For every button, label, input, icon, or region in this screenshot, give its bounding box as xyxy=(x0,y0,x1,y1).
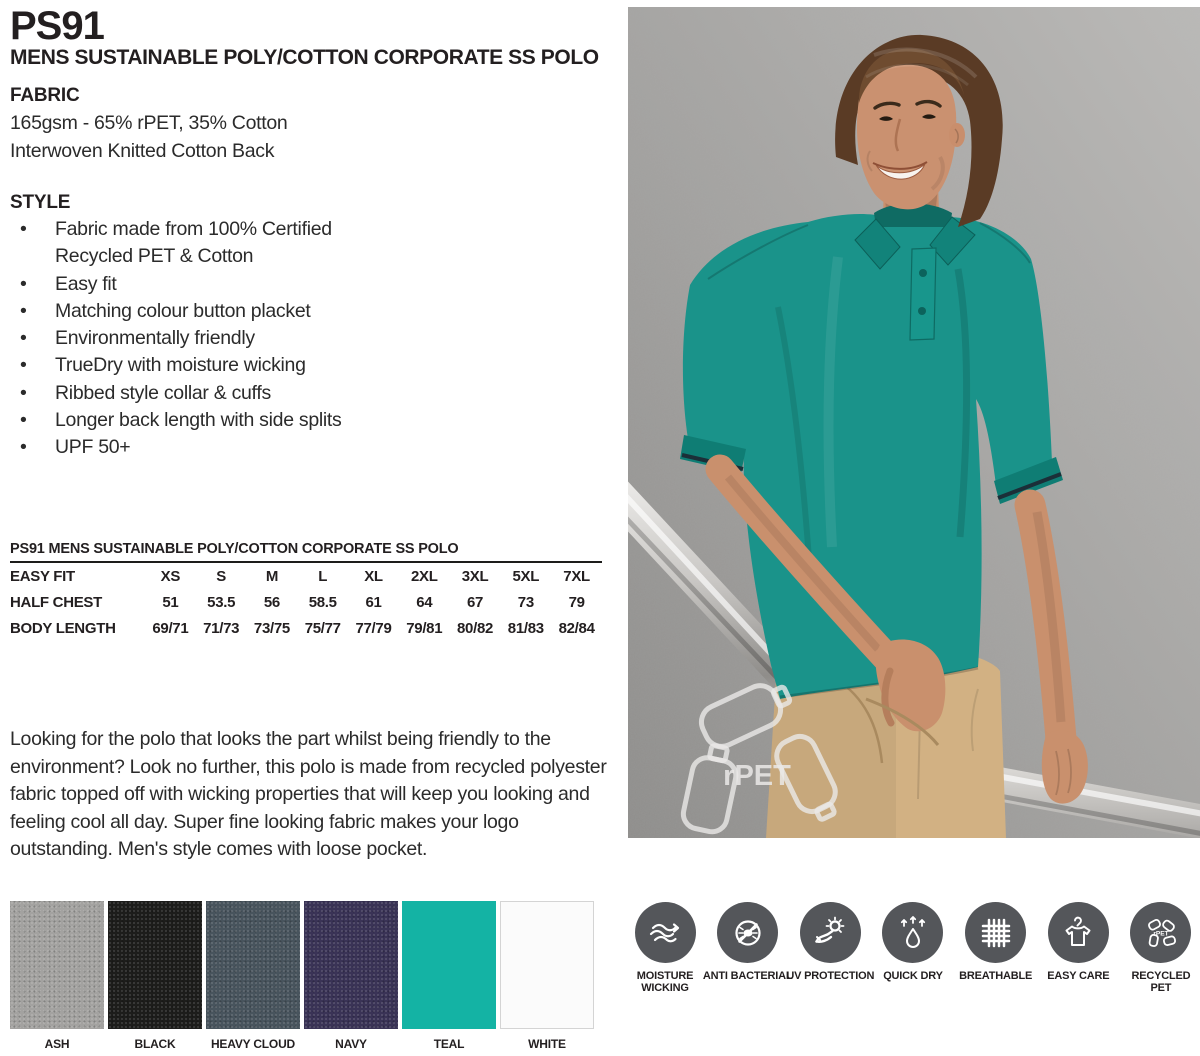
feature-quick-dry xyxy=(874,902,952,994)
size-value: 51 xyxy=(162,594,179,611)
color-swatch-black xyxy=(108,901,202,1051)
style-bullet: • Longer back length with side splits xyxy=(10,407,400,434)
size-header: S xyxy=(216,568,227,585)
size-header: 5XL xyxy=(512,568,540,585)
feature-label: RECYCLED PET xyxy=(1131,970,1191,994)
size-value: 64 xyxy=(416,594,433,611)
size-header: L xyxy=(318,568,328,585)
style-bullet: • TrueDry with moisture wicking xyxy=(10,352,400,379)
size-table-caption: PS91 MENS SUSTAINABLE POLY/COTTON CORPORATE SS POLO xyxy=(10,541,602,563)
feature-uv-protection xyxy=(786,902,875,994)
feature-label: UV PROTECTION xyxy=(786,970,875,982)
product-photo xyxy=(628,7,1200,838)
color-swatch-heavy-cloud xyxy=(206,901,300,1051)
size-table-row xyxy=(10,615,602,641)
feature-anti-bacterial xyxy=(702,902,793,994)
size-header: 7XL xyxy=(563,568,590,585)
product-name: MENS SUSTAINABLE POLY/COTTON CORPORATE SS POLO xyxy=(10,46,599,69)
style-bullet: • Fabric made from 100% Certified Recycled PET & Cotton xyxy=(10,216,400,271)
size-value: 69/71 xyxy=(152,620,189,637)
swatch-label: WHITE xyxy=(528,1037,566,1051)
color-swatches xyxy=(10,901,594,1051)
svg-text:rPET: rPET xyxy=(1153,930,1169,937)
fabric-chip xyxy=(108,901,202,1029)
feature-breathable xyxy=(957,902,1035,994)
size-header: M xyxy=(265,568,279,585)
row-label: BODY LENGTH xyxy=(10,620,116,637)
style-bullet: • Easy fit xyxy=(10,271,400,298)
breathable-icon xyxy=(978,915,1014,951)
fabric-chip xyxy=(304,901,398,1029)
feature-icons xyxy=(626,902,1200,994)
size-value: 61 xyxy=(365,594,382,611)
feature-moisture-wicking xyxy=(626,902,704,994)
fabric-line: Interwoven Knitted Cotton Back xyxy=(10,140,275,162)
size-table-row xyxy=(10,589,602,615)
swatch-label: TEAL xyxy=(433,1037,465,1051)
size-value: 56 xyxy=(263,594,280,611)
row-label: HALF CHEST xyxy=(10,594,102,611)
color-swatch-teal xyxy=(402,901,496,1051)
size-value: 79/81 xyxy=(406,620,443,637)
size-header: XL xyxy=(364,568,383,585)
color-swatch-navy xyxy=(304,901,398,1051)
swatch-label: BLACK xyxy=(134,1037,176,1051)
rpet-overlay-text: rPET xyxy=(723,760,791,792)
fabric-line: 165gsm - 65% rPET, 35% Cotton xyxy=(10,112,288,134)
size-value: 81/83 xyxy=(507,620,544,637)
size-header: 3XL xyxy=(461,568,489,585)
feature-label: QUICK DRY xyxy=(883,970,943,982)
feature-label: EASY CARE xyxy=(1047,970,1110,982)
quick-dry-icon xyxy=(895,915,931,951)
easy-care-icon xyxy=(1060,915,1096,951)
anti-bacterial-icon xyxy=(730,915,766,951)
size-value: 71/73 xyxy=(203,620,240,637)
product-description: Looking for the polo that looks the part whilst being friendly to the environment? Look no further, this polo is made from recycled polyester fabric topped off with wicking properties that will keep you looking and feeling cool all day. Super fine looking fabric makes your logo outstanding. Men's style comes with loose pocket. xyxy=(10,728,607,860)
color-swatch-ash xyxy=(10,901,104,1051)
size-value: 73/75 xyxy=(253,620,290,637)
feature-label: BREATHABLE xyxy=(959,970,1033,982)
swatch-label: ASH xyxy=(44,1037,70,1051)
size-value: 77/79 xyxy=(355,620,392,637)
feature-label: MOISTURE WICKING xyxy=(636,970,694,994)
fabric-chip xyxy=(206,901,300,1029)
size-header: XS xyxy=(160,568,181,585)
size-value: 82/84 xyxy=(558,620,595,637)
style-heading: STYLE xyxy=(10,192,71,213)
size-table-header-row xyxy=(10,563,602,589)
style-bullet: • Environmentally friendly xyxy=(10,325,400,352)
feature-label: ANTI BACTERIAL xyxy=(702,970,793,982)
feature-easy-care xyxy=(1039,902,1117,994)
fabric-chip xyxy=(402,901,496,1029)
size-value: 73 xyxy=(517,594,534,611)
product-code: PS91 xyxy=(10,4,104,48)
style-bullet: • Ribbed style collar & cuffs xyxy=(10,380,400,407)
size-value: 75/77 xyxy=(304,620,341,637)
uv-protection-icon xyxy=(812,915,848,951)
size-value: 53.5 xyxy=(207,594,236,611)
style-bullet: • UPF 50+ xyxy=(10,434,400,461)
fit-label: EASY FIT xyxy=(10,568,75,585)
style-bullet: • Matching colour button placket xyxy=(10,298,400,325)
size-table xyxy=(10,541,602,641)
swatch-label: HEAVY CLOUD xyxy=(210,1037,296,1051)
fabric-chip xyxy=(10,901,104,1029)
color-swatch-white xyxy=(500,901,594,1051)
size-value: 67 xyxy=(467,594,484,611)
size-header: 2XL xyxy=(410,568,438,585)
fabric-details xyxy=(10,109,287,165)
size-value: 80/82 xyxy=(457,620,494,637)
moisture-wicking-icon xyxy=(647,915,683,951)
recycled-pet-icon xyxy=(1143,915,1179,951)
size-value: 58.5 xyxy=(308,594,337,611)
swatch-label: NAVY xyxy=(335,1037,367,1051)
fabric-chip xyxy=(500,901,594,1029)
style-bullet-list xyxy=(10,216,400,462)
feature-recycled-pet xyxy=(1122,902,1200,994)
fabric-heading: FABRIC xyxy=(10,85,80,106)
size-value: 79 xyxy=(568,594,585,611)
